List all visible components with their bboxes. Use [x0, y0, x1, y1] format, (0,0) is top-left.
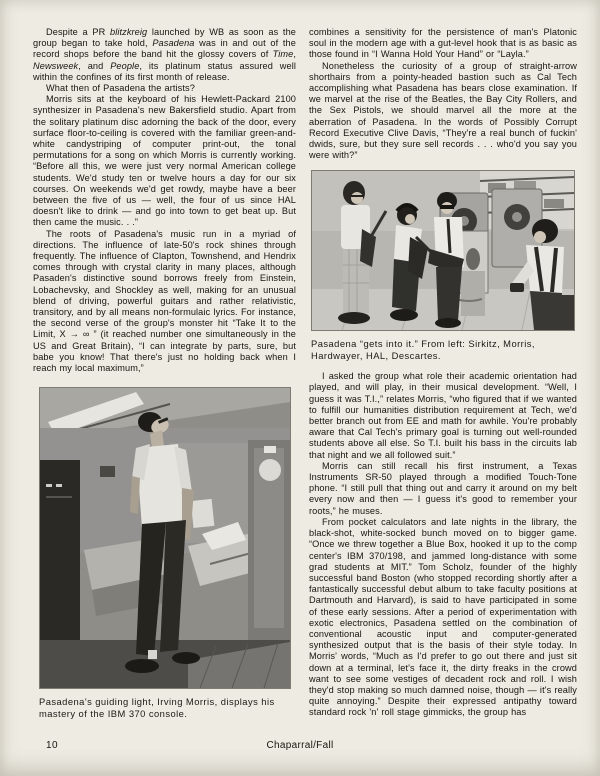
body-paragraph: Morris sits at the keyboard of his Hewlett-Packard 2100 synthesizer in Pasadena's new Bakersfield studio. Apart from the solitary platinum disc adorning the back of the door, every surface floor-to-ceiling is covered with the familiar green-and-white candystriping of computer print-out, the tonal permutations for a song on which Morris is currently working. “Before all this, we were just very normal American college students. We'd study ten or twelve hours a day for our six courses. On weekends we'd get rowdy, maybe have a beer between the five of us — well, the four of us since HAL doesn't like to drink — and go into town to get beat up. But then came the music. . .” — [33, 94, 296, 228]
right-column — [309, 27, 577, 719]
left-column — [33, 27, 296, 719]
journal-title: Chaparral/Fall — [266, 740, 334, 751]
photo-pasadena-band — [311, 170, 575, 331]
body-paragraph: combines a sensitivity for the persistence of man's Platonic soul in the modern age with a gut-level hook that is as basic as those found in “I Wanna Hold Your Hand” or “Layla.” — [309, 27, 577, 60]
body-paragraph: I asked the group what role their academic orientation had played, and will play, in their musical development. “Well, I guess it was T.I.,” relates Morris, “who figured that if we wanted to fulfill our humanities distribution requirement at Tech, we'd better branch out from EE and math for awhile. You're probably aware that Cal Tech's primary goal is turning out well-rounded students above all else. So T.I. built his bass in the circuits lab that night and we all followed suit.” — [309, 371, 577, 460]
body-paragraph: What then of Pasadena the artists? — [46, 83, 195, 94]
left-photo-caption: Pasadena's guiding light, Irving Morris, displays his mastery of the IBM 370 console. — [39, 696, 275, 719]
body-paragraph: From pocket calculators and late nights in the library, the black-shot, white-socked bunch moved on to bigger game. “Once we threw together a Blue Box, hooked it up to the comp center's IBM 370/198, and jammed long-distance with some grad students at MIT.” Tom Scholz, founder of the highly successful band Boston (who stopped recording shortly after a fantastically successful debut album to take faculty positions at Dartmouth and Harvard), is said to have participated in some of these early sessions. After a period of experimentation with exotic electronics, Pasadena settled on the combination of conventional acoustic input and computer-generated synthesized output that is the basis of their style today. In Morris' words, “Much as I'd prefer to go out there and just sit down at a terminal, let's face it, the dirty freaks in the crowd want to see some vestiges of decadent rock and roll. I wish they'd stop making so much damned noise, though — it's really quite annoying.” Despite their expressed antipathy toward standard rock 'n' roll stage gimmicks, the group has — [309, 516, 577, 718]
body-paragraph: Morris can still recall his first instrument, a Texas Instruments SR-50 played through a modified Touch-Tone phone. “I still pull that thing out and carry it around on my belt every now and then — I guess it's good to remember your roots,” he muses. — [309, 460, 577, 516]
right-photo-caption: Pasadena “gets into it.” From left: Sirkitz, Morris, Hardwayer, HAL, Descartes. — [311, 338, 535, 361]
body-paragraph: The roots of Pasadena's music run in a myriad of directions. The influence of late-50's rock shines through frequently. The influence of Clapton, Townshend, and Hendrix comes through with crystal clarity in many places, although Pasaden's distinctive sound borrows freely from Einstein, Lobachevsky, and Shockley as well, making for an unusual blend of driving, powerful guitars and rather relativistic, transitory, and by all means non-formulaic lyrics. For instance, the second verse of the group's monster hit “Take It to the Limit, X → ∞ ” (it reached number one simultaneously in the US and Great Britain), “I can integrate by parts, sure, but babe you know! That there's just no holding back when I reach my local maximum,” — [33, 228, 296, 374]
body-paragraph: Despite a PR blitzkreig launched by WB as soon as the group began to take hold, Pasadena was in and out of the record shops before the band hit the glossy covers of Time, Newsweek, and People, its platinum status assured well within the confines of its first month of release. — [33, 27, 297, 82]
photo-irving-morris-console — [39, 387, 291, 689]
body-paragraph: Nonetheless the curiosity of a group of straight-arrow shorthairs from a pointy-headed bastion such as Cal Tech accomplishing what Pasadena has bears close examination. If we marvel at the rise of the Beatles, the Bay City Rollers, and the Sex Pistols, we should marvel all the more at the aberration of Pasadena. In the words of Possibly Corrupt Record Executive Clive Davis, “They're a real bunch of fuckin' dwids, sure, but they sure sell records . . . who'd you say you were with?” — [309, 60, 577, 161]
page-number: 10 — [46, 740, 59, 751]
band-illustration — [312, 171, 574, 330]
console-room-illustration — [40, 388, 290, 688]
